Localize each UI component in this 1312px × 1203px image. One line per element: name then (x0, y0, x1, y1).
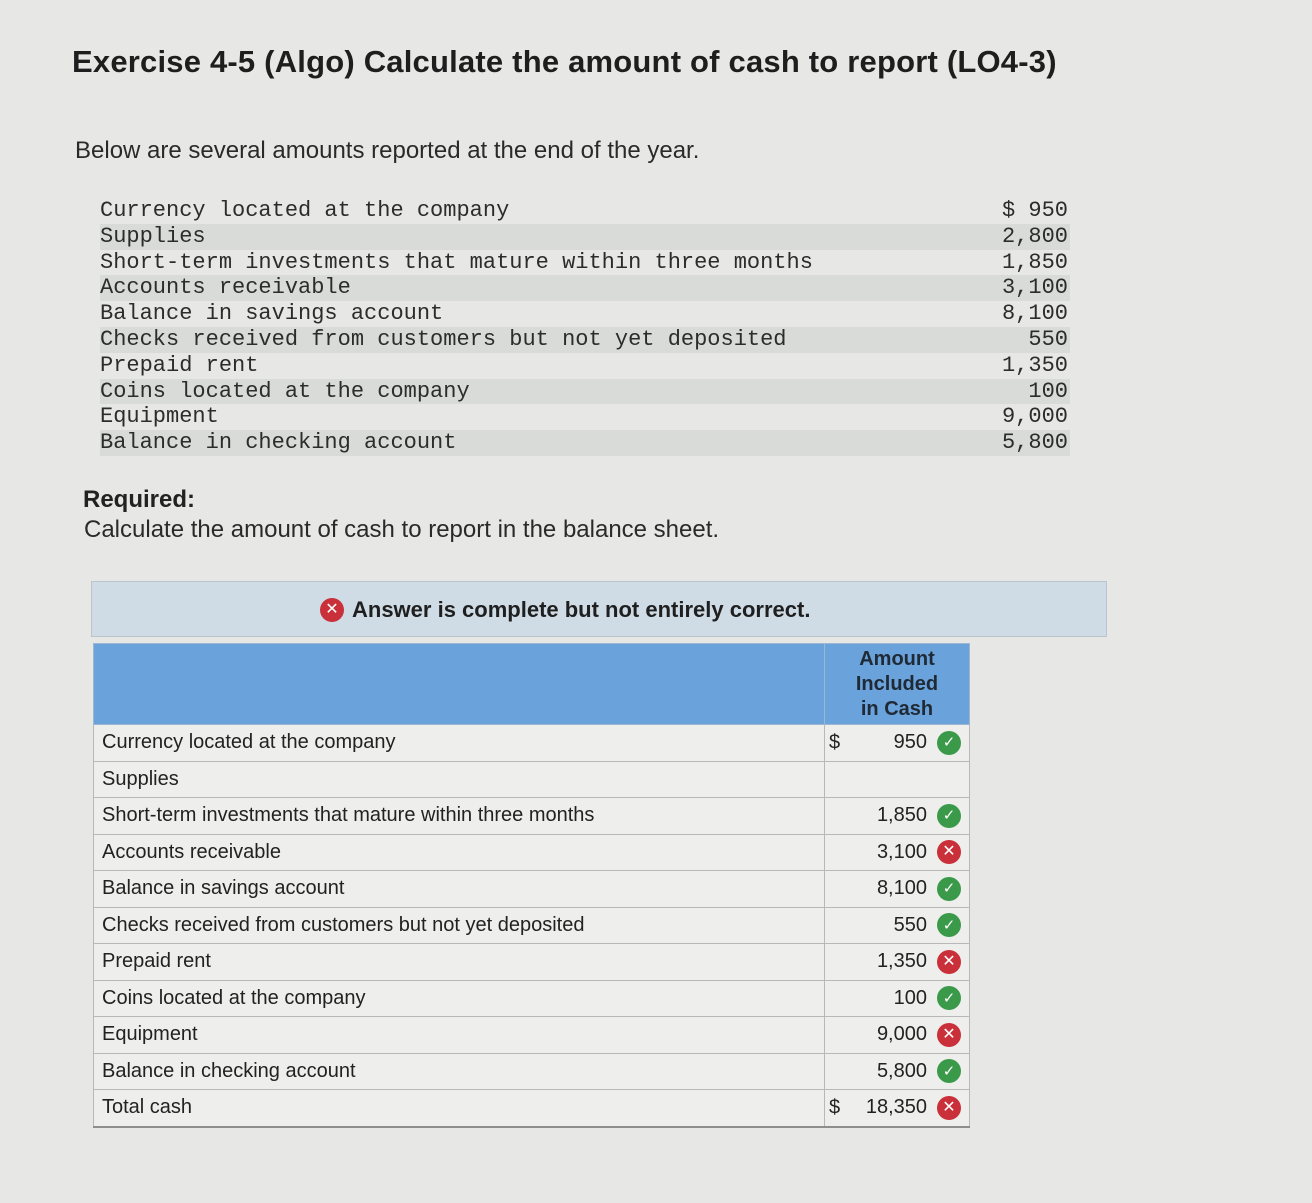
incorrect-x-icon: ✕ (937, 840, 961, 864)
amount-header-line: Included (855, 672, 939, 695)
given-item-row (100, 250, 1070, 276)
row-label: Equipment (94, 1017, 825, 1054)
table-row (94, 725, 970, 762)
amount-header-line: Amount (859, 647, 935, 670)
correct-check-icon: ✓ (937, 1059, 961, 1083)
table-row (94, 834, 970, 871)
amount-input[interactable] (825, 725, 970, 762)
given-item-value: 550 (1028, 326, 1068, 352)
amount-value: 9,000 (876, 1023, 927, 1046)
incorrect-x-icon: ✕ (937, 950, 961, 974)
given-item-label: Balance in checking account (100, 430, 457, 456)
given-item-label: Checks received from customers but not yet deposited (100, 326, 787, 352)
given-item-row (100, 404, 1070, 430)
correct-check-icon: ✓ (937, 986, 961, 1010)
table-row (94, 1053, 970, 1090)
row-label: Prepaid rent (94, 944, 825, 981)
amount-input[interactable] (825, 980, 970, 1017)
dollar-sign: $ (829, 1096, 841, 1119)
given-item-row (100, 327, 1070, 353)
incorrect-x-icon: ✕ (937, 1096, 961, 1120)
correct-check-icon: ✓ (937, 731, 961, 755)
given-item-row (100, 198, 1070, 224)
row-label: Supplies (94, 761, 825, 798)
given-item-label: Currency located at the company (100, 198, 510, 223)
given-item-value: 1,850 (1001, 249, 1068, 275)
amount-input[interactable] (825, 944, 970, 981)
row-label: Balance in savings account (94, 871, 825, 908)
given-item-label: Prepaid rent (100, 352, 259, 378)
total-row (94, 1090, 970, 1127)
given-item-label: Short-term investments that mature within three months (100, 249, 813, 275)
row-label: Balance in checking account (94, 1053, 825, 1090)
x-circle-icon: ✕ (320, 598, 344, 622)
amount-value: 5,800 (876, 1059, 927, 1082)
given-item-value: 100 (1028, 378, 1068, 404)
given-item-row (100, 301, 1070, 327)
given-item-value: 1,350 (1001, 352, 1068, 378)
required-heading: Required: (83, 486, 196, 513)
amount-input[interactable] (825, 907, 970, 944)
given-item-label: Coins located at the company (100, 378, 470, 404)
given-item-value: $ 950 (1001, 198, 1068, 223)
row-label: Coins located at the company (94, 980, 825, 1017)
label-column-header (94, 644, 825, 725)
amount-header-line: in Cash (860, 697, 934, 720)
amount-input[interactable] (825, 761, 970, 798)
page-title: Exercise 4-5 (Algo) Calculate the amount of cash to report (LO4-3) (72, 44, 1057, 79)
table-row (94, 944, 970, 981)
given-item-value: 5,800 (1001, 430, 1068, 456)
incorrect-x-icon: ✕ (937, 1023, 961, 1047)
amount-value: 18,350 (865, 1096, 927, 1119)
table-row (94, 871, 970, 908)
amount-value: 8,100 (876, 877, 927, 900)
row-label: Accounts receivable (94, 834, 825, 871)
amount-column-header (825, 644, 970, 725)
given-item-row (100, 353, 1070, 379)
amount-value: 100 (893, 986, 927, 1009)
given-item-label: Supplies (100, 223, 206, 249)
answer-table-header (94, 644, 970, 725)
given-item-row (100, 224, 1070, 250)
table-row (94, 798, 970, 835)
given-item-label: Balance in savings account (100, 301, 444, 327)
dollar-sign: $ (829, 731, 841, 754)
given-item-value: 2,800 (1001, 223, 1068, 249)
amount-input[interactable] (825, 834, 970, 871)
total-label: Total cash (94, 1090, 825, 1127)
table-row (94, 761, 970, 798)
given-amounts-list (100, 198, 1070, 456)
answer-status-banner (91, 581, 1107, 637)
given-item-label: Equipment (100, 404, 219, 430)
amount-input[interactable] (825, 1053, 970, 1090)
table-row (94, 980, 970, 1017)
row-label: Currency located at the company (94, 725, 825, 762)
amount-value: 1,850 (876, 804, 927, 827)
row-label: Short-term investments that mature within three months (94, 798, 825, 835)
table-row (94, 1017, 970, 1054)
correct-check-icon: ✓ (937, 877, 961, 901)
given-item-label: Accounts receivable (100, 275, 351, 301)
amount-input[interactable] (825, 1017, 970, 1054)
required-text: Calculate the amount of cash to report in the balance sheet. (84, 516, 720, 543)
row-label: Checks received from customers but not yet deposited (94, 907, 825, 944)
table-row (94, 907, 970, 944)
amount-value: 3,100 (876, 840, 927, 863)
answer-status-text: Answer is complete but not entirely correct. (352, 597, 811, 622)
correct-check-icon: ✓ (937, 913, 961, 937)
amount-value: 950 (893, 731, 927, 754)
given-item-row (100, 430, 1070, 456)
amount-input[interactable] (825, 871, 970, 908)
total-amount-input[interactable] (825, 1090, 970, 1127)
amount-value: 1,350 (876, 950, 927, 973)
given-item-value: 9,000 (1001, 404, 1068, 430)
intro-text: Below are several amounts reported at the end of the year. (75, 137, 700, 164)
amount-input[interactable] (825, 798, 970, 835)
given-item-row (100, 275, 1070, 301)
amount-value: 550 (893, 913, 927, 936)
given-item-value: 3,100 (1001, 275, 1068, 301)
given-item-row (100, 379, 1070, 405)
given-item-value: 8,100 (1001, 301, 1068, 327)
correct-check-icon: ✓ (937, 804, 961, 828)
answer-table (93, 643, 970, 1128)
